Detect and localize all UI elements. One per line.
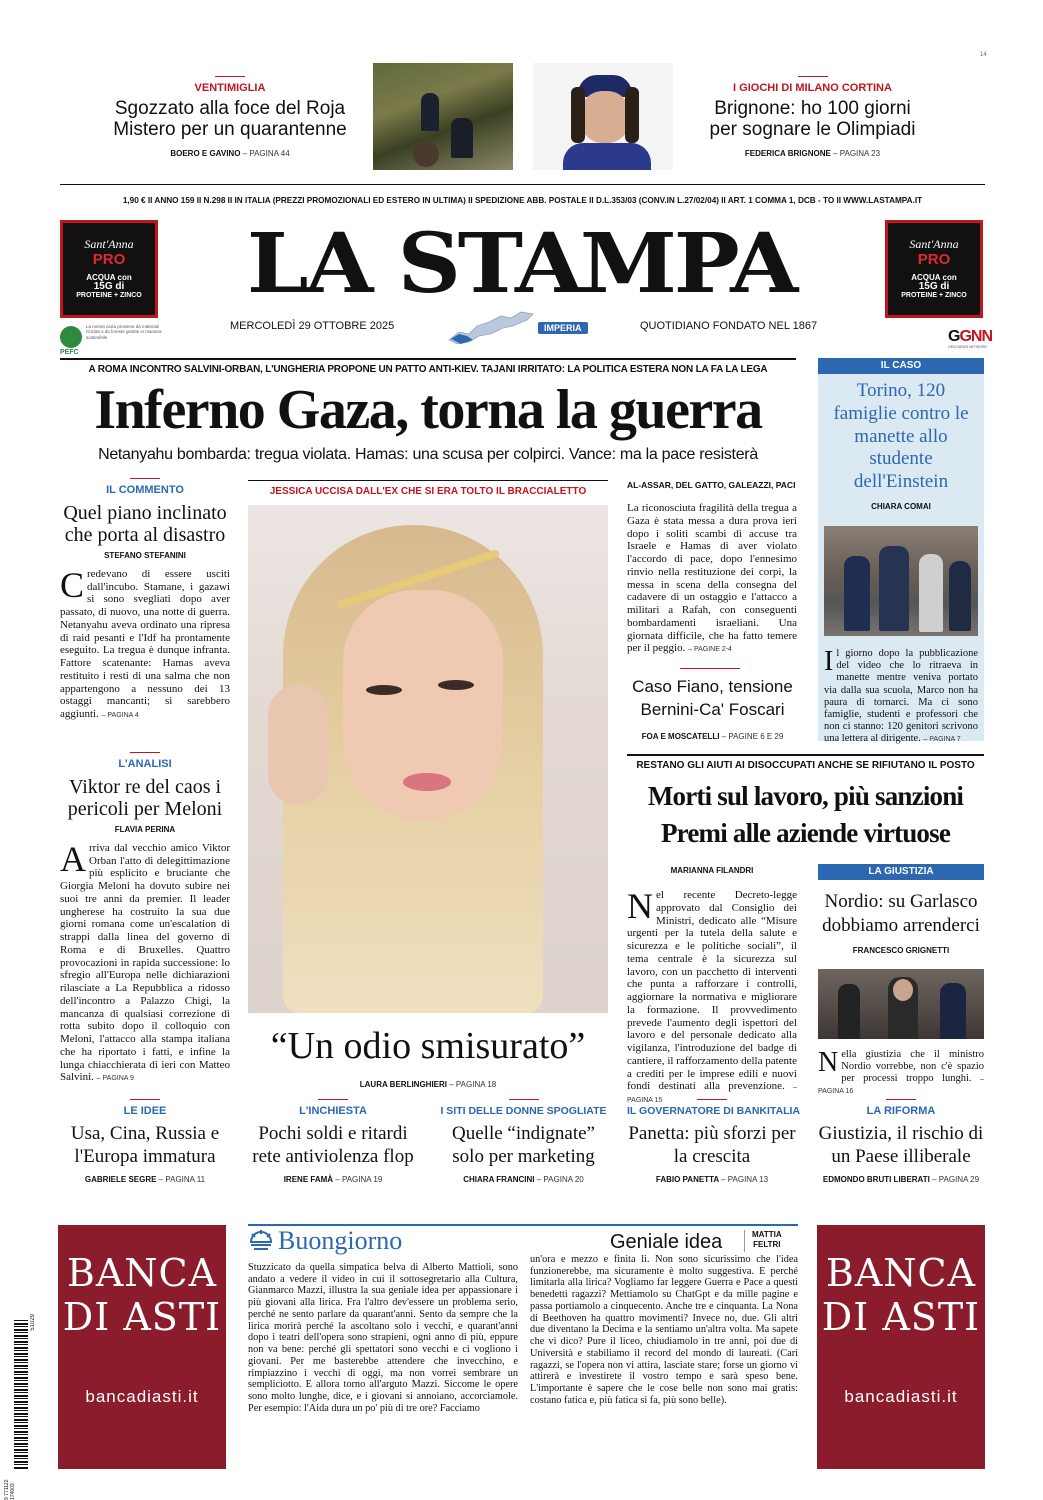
commento[interactable]: IL COMMENTO Quel piano inclinato che porta al disastro STEFANO STEFANINI Credevano di essere usciti dall'incubo. Stamane, i gazawi si sono svegliati dopo aver passato, di nuovo, una notte di guerra. Netanyahu aveva ordinato una ripresa di raid pesanti e l'Idf ha prontamente eseguito. La tregua è dunque infranta. Fattore scatenante: Hamas aveva restituito i resti di una salma che non appartengono a nessuno dei 13 ostaggi mancanti; si sarebbero aggiunti. – PAGINA 4 — [60, 478, 230, 721]
buongiorno-subtitle: Geniale idea — [610, 1231, 723, 1253]
buongiorno-title[interactable]: Buongiorno — [278, 1226, 403, 1255]
gaza-text: La riconosciuta fragilità della tregua a Gaza è stata messa a dura prova ieri dopo i soliti scambi di accuse tra Israele e Hamas di aver violato l'accordo di pace, dopo l'ennesimo rinvio nella restituzione dei corpi, la messa in scena della consegna del cadavere di un ostaggio e l'attacco a militari a Rafah, con conseguenti bombardamenti israeliani. Una giornata difficile, che ha fatto temere per il peggio. — [627, 502, 797, 655]
giustizia[interactable]: LA GIUSTIZIA Nordio: su Garlasco dobbiamo arrenderci FRANCESCO GRIGNETTI Nella giustizia che il ministro Nordio vorrebbe, non c'è spazio per processi troppo lunghi. – PAGINA 16 — [818, 866, 985, 1096]
top-rule — [60, 184, 985, 185]
lavoro-article[interactable]: MARIANNA FILANDRI Nel recente Decreto-legge approvato dal Consiglio dei Ministri, dedicato alle “Misure urgenti per la tutela della salute e sicurezza e le politiche sociali”, il tema centrale è la sicurezza sul lavoro, con un pacchetto di interventi che punta a rafforzare i controlli, aggiornare la normativa e migliorare la formazione. Il provvedimento prevede l'aumento degli ispettori del lavoro e del personale dedicato alla vigilanza, l'introduzione del badge di cantiere, il rafforzamento della patente a crediti per le imprese edili e nuovi fondi destinati alla prevenzione. – PAGINA 15 — [627, 866, 797, 1104]
jessica-kicker: JESSICA UCCISA DALL'EX CHE SI ERA TOLTO IL BRACCIALETTO — [269, 486, 587, 497]
buongiorno-col2: un'ora e mezzo e finita lì. Non sono sicurissimo che l'idea funzionerebbe, ma sicuramente è molto suggestiva. E perché limitarla alla lirica? Vogliamo far leggere Guerra e Pace a questi benedetti ragazzi? Mettiamolo su ChatGpt e da mille pagine e passa portiamolo a cinquecento. Anche tre e cinquanta. La Nona di Beethoven ha quattro movimenti? Invece no, due. Gli altri due diventano la Decima e la sentiamo un'altra volta. Ma sapete che vi dico? Pure il liceo, chiudiamolo in tre anni, poi due di Università e stabiliamo il record del mondo di laureati. (Cari ragazzi, se l'opera non vi attira, lasciate stare; forse un giorno vi attirerà e investirete il vostro tempo e sarà speso bene. L'importante è sapere che le cose belle non sono mai gratis: costano fatica e, più fatica si fa, più sono belle). — [530, 1254, 798, 1406]
barcode-icon — [14, 1320, 28, 1470]
fiano[interactable]: Caso Fiano, tensione Bernini-Ca' Foscari FOA E MOSCATELLI – PAGINE 6 E 29 — [620, 676, 805, 741]
ad-santanna-left[interactable]: Sant'Anna PRO ACQUA con 15G di PROTEINE + ZINCO — [60, 220, 158, 318]
analisi-title: Viktor re del caos i pericoli per Meloni — [67, 776, 223, 821]
teaser-right-title: Brignone: ho 100 giorni per sognare le Olimpiadi — [709, 98, 916, 141]
gnn-sub: GEDI NEWS NETWORK — [948, 345, 987, 349]
masthead-date: MERCOLEDÌ 29 OTTOBRE 2025 — [230, 320, 395, 332]
bottom-item-bankitalia[interactable]: IL GOVERNATORE DI BANKITALIA Panetta: più sforzi per la crescita FABIO PANETTA – PAGINA 13 — [627, 1099, 797, 1184]
teaser-right[interactable]: I GIOCHI DI MILANO CORTINA Brignone: ho 100 giorni per sognare le Olimpiadi FEDERICA BRIGNONE – PAGINA 23 — [690, 76, 935, 158]
teaser-right-photo — [533, 63, 673, 170]
teaser-left[interactable]: VENTIMIGLIA Sgozzato alla foce del Roja Mistero per un quarantenne BOERO E GAVINO – PAGINA 44 — [100, 76, 360, 158]
caso-text: l giorno dopo la pubblicazione del video che lo ritraeva in manette mentre veniva portato via dalla sua scuola, Marco non ha paura di tornarci. Ma ci sono famiglie, studenti e professori che non ci stanno: 120 genitori scrivono una lettera al dirigente. — [824, 647, 978, 745]
main-headline[interactable]: Inferno Gaza, torna la guerra — [94, 379, 762, 441]
corner-marker: 14 — [980, 52, 987, 58]
giustizia-title: Nordio: su Garlasco dobbiamo arrenderci — [822, 891, 980, 936]
bottom-item-inchiesta[interactable]: L'INCHIESTA Pochi soldi e ritardi rete antiviolenza flop IRENE FAMÀ – PAGINA 19 — [248, 1099, 418, 1184]
commento-text: redevano di essere usciti dall'incubo. Stamane, i gazawi si sono svegliati dopo aver passato, di nuovo, una notte di guerra. Netanyahu aveva ordinato una ripresa di raid pesanti e l'Idf ha prontamente eseguito. La tregua è dunque infranta. Fattore scatenante: Hamas aveva restituito i resti di una salma che non appartengono a nessuno dei 13 ostaggi mancanti; si sarebbero aggiunti. — [60, 567, 230, 721]
commento-title: Quel piano inclinato che porta al disastro — [63, 502, 227, 547]
lavoro-kicker: RESTANO GLI AIUTI AI DISOCCUPATI ANCHE SE RIFIUTANO IL POSTO — [636, 760, 975, 771]
gaza-kicker: AL-ASSAR, DEL GATTO, GALEAZZI, PACI — [627, 480, 796, 490]
caso-photo — [824, 526, 978, 636]
jessica-quote[interactable]: “Un odio smisurato” — [270, 1025, 586, 1067]
main-kicker: A ROMA INCONTRO SALVINI-ORBAN, L'UNGHERIA PROPONE UN PATTO ANTI-KIEV. TAJANI IRRITATO: LA POLITICA ESTERA NON LA FA LA LEGA — [88, 364, 768, 375]
main-subhead: Netanyahu bombarda: tregua violata. Hamas: una scusa per colpirci. Vance: ma la pace resisterà — [98, 446, 758, 463]
pefc-label: PEFC — [60, 349, 79, 356]
bottom-item-riforma[interactable]: LA RIFORMA Giustizia, il rischio di un Paese illiberale EDMONDO BRUTI LIBERATI – PAGINA 29 — [815, 1099, 987, 1184]
caso-box[interactable]: IL CASO Torino, 120 famiglie contro le manette allo studente dell'Einstein CHIARA COMAI Il giorno dopo la pubblicazione del video che lo ritraeva in manette mentre veniva portato via dalla sua scuola, Marco non ha paura di tornarci. Ma ci sono famiglie, studenti e professori che non ci stanno: 120 genitori scrivono una lettera al dirigente. – PAGINA 7 — [818, 358, 984, 741]
sun-icon — [249, 1229, 273, 1251]
analisi-text: rriva dal vecchio amico Viktor Orban l'atto di delegittimazione più esplicito e bruciante che Giorgia Meloni ha dovuto subire nei suoi tre anni da premier. Il leader ungherese ha costruito la sua due giorni romana come un'escalation di strappi dalla linea del governo di Roma e di Bruxelles. Quattro provocazioni in rapida successione: lo sfregio all'Europa nelle dichiarazioni rilasciate a La Repubblica a ridosso dell'incontro a Palazzo Chigi, la mancanza di qualsiasi correzione di rotta subito dopo il colloquio con Meloni, l'attacco alla stampa italiana che ha riportato i fatti, e infine la lunga chiacchierata di ieri con Matteo Salvini. — [60, 841, 230, 1084]
buongiorno-divider — [744, 1230, 745, 1252]
pefc-icon — [60, 326, 82, 348]
fiano-title: Caso Fiano, tensione Bernini-Ca' Foscari — [632, 677, 793, 719]
liguria-map-icon — [447, 306, 537, 346]
teaser-left-title: Sgozzato alla foce del Roja Mistero per un quarantenne — [113, 98, 347, 141]
giustizia-photo — [818, 969, 984, 1039]
ad-santanna-right[interactable]: Sant'Anna PRO ACQUA con 15G di PROTEINE + ZINCO — [885, 220, 983, 318]
jessica-rule — [248, 480, 608, 481]
ad-banca-asti-left[interactable]: BANCA DI ASTI bancadiasti.it — [58, 1225, 226, 1469]
giustizia-author: FRANCESCO GRIGNETTI — [852, 945, 950, 955]
masthead-founded: QUOTIDIANO FONDATO NEL 1867 — [640, 320, 818, 332]
main-rule — [60, 358, 796, 360]
bottom-item-idee[interactable]: LE IDEE Usa, Cina, Russia e l'Europa immatura GABRIELE SEGRE – PAGINA 11 — [60, 1099, 230, 1184]
caso-kicker: IL CASO — [818, 358, 984, 374]
info-bar: 1,90 € II ANNO 159 II N.298 II IN ITALIA (PREZZI PROMOZIONALI ED ESTERO IN ULTIMA) II SPEDIZIONE ABB. POSTALE II D.L.353/03 (CONV.IN L.27/02/04) II ART. 1 COMMA 1, DCB - TO II WWW.LASTAMPA.IT — [122, 196, 923, 205]
analisi-kicker: L'ANALISI — [60, 752, 230, 770]
teaser-left-photo — [373, 63, 513, 170]
lavoro-title[interactable]: Morti sul lavoro, più sanzioni Premi alle aziende virtuose — [647, 781, 964, 848]
gnn-logo: GGNN — [948, 328, 993, 345]
buongiorno-author: MATTIA FELTRI — [752, 1230, 782, 1249]
analisi-author: FLAVIA PERINA — [114, 824, 176, 834]
caso-title: Torino, 120 famiglie contro le manette allo studente dell'Einstein — [833, 380, 969, 493]
jessica-author: LAURA BERLINGHIERI – PAGINA 18 — [359, 1080, 497, 1089]
analisi[interactable]: L'ANALISI Viktor re del caos i pericoli per Meloni FLAVIA PERINA Arriva dal vecchio amico Viktor Orban l'atto di delegittimazione più esplicito e bruciante che Giorgia Meloni ha dovuto subire nei suoi tre anni da premier. Il leader ungherese ha costruito la sua due giorni romana come un'escalation di strappi dalla linea del governo di Roma e di Bruxelles. Quattro provocazioni in rapida successione: lo sfregio all'Europa nelle dichiarazioni rilasciate a La Repubblica a ridosso dell'incontro a Palazzo Chigi, la mancanza di qualsiasi correzione di rotta subito dopo il colloquio con Meloni, l'attacco alla stampa italiana che ha riportato i fatti, e infine la lunga chiacchierata di ieri con Matteo Salvini. – PAGINA 9 — [60, 752, 230, 1084]
edition-badge[interactable]: IMPERIA — [538, 322, 588, 334]
giustizia-kicker: LA GIUSTIZIA — [818, 864, 984, 880]
giustizia-text: ella giustizia che il ministro Nordio vorrebbe, non c'è spazio per processi troppo lunghi. — [841, 1048, 984, 1084]
ad-banca-asti-right[interactable]: BANCA DI ASTI bancadiasti.it — [817, 1225, 985, 1469]
teaser-right-kicker: I GIOCHI DI MILANO CORTINA — [690, 76, 935, 94]
pefc-note: La nostra carta proviene da materiali riciclati o da foreste gestite in maniera sostenibile — [86, 324, 162, 340]
lavoro-rule — [627, 754, 984, 756]
fiano-rule — [680, 668, 740, 669]
commento-kicker: IL COMMENTO — [60, 478, 230, 496]
lavoro-text: el recente Decreto-legge approvato dal Consiglio dei Ministri, dedicato alle “Misure urgenti per la tutela della salute e sicurezza e le politiche sociali”, il tema centrale è la sicurezza sul lavoro, con un pacchetto di interventi che punta a rafforzare i controlli, aggiornare la normativa e migliorare la formazione. Il provvedimento prevede l'aumento degli ispettori del lavoro e del personale dedicato alla vigilanza, l'introduzione del badge di cantiere, il rafforzamento della patente a crediti per le imprese edili e nuovi fondi destinati alla prevenzione. — [627, 889, 797, 1093]
lavoro-author: MARIANNA FILANDRI — [670, 866, 754, 875]
barcode-code: 51029 — [30, 1314, 36, 1331]
commento-author: STEFANO STEFANINI — [104, 550, 186, 560]
bottom-item-siti[interactable]: I SITI DELLE DONNE SPOGLIATE Quelle “indignate” solo per marketing CHIARA FRANCINI – PAGINA 20 — [436, 1099, 611, 1184]
caso-author: CHIARA COMAI — [871, 501, 931, 511]
barcode-number: 9 771122 174003 — [4, 1479, 16, 1500]
jessica-photo — [248, 505, 608, 1013]
teaser-left-kicker: VENTIMIGLIA — [100, 76, 360, 94]
buongiorno-col1: Stuzzicato da quella simpatica belva di Alberto Mattioli, sono andato a vedere il video in cui il sottosegretario alla Cultura, Gianmarco Mazzi, illustra la sua geniale idea per appassionare i più giovani alla lirica. Fra l'altro dev'essere un problema serio, perché ne sento parlare da quarant'anni. Sento da sempre che la lirica morirà perché la ascoltano solo i vecchi, e quarant'anni dopo i teatri dell'opera sono strapieni, ogni anno di più, eppure non va bene: perché gli spettatori sono vecchi e ci vogliono i giovani. Per me basterebbe attendere che invecchino, e rimpiazzino i vecchi di oggi, ma non vorrei sembrare un sempliciotto. E allora torno all'arguto Mazzi. Siccome le opere sono molto lunghe, dice, e i giovani si annoiano, accorciamole. Per esempio: l'Aida dura un po' più di tre ore? Facciamo — [248, 1262, 518, 1414]
gaza-column[interactable]: AL-ASSAR, DEL GATTO, GALEAZZI, PACI La riconosciuta fragilità della tregua a Gaza è stata messa a dura prova ieri dopo i soliti scambi di accuse tra Israele e Hamas di aver violato l'accordo di pace, dopo l'ennesimo rinvio nella restituzione dei corpi, la messa in scena della consegna del cadavere di un ostaggio e l'attacco a militari a Rafah, con conseguenti bombardamenti israeliani. Una giornata difficile, che ha fatto temere per il peggio. – PAGINE 2-4 — [627, 480, 797, 655]
masthead-title[interactable]: LA STAMPA — [246, 216, 796, 312]
